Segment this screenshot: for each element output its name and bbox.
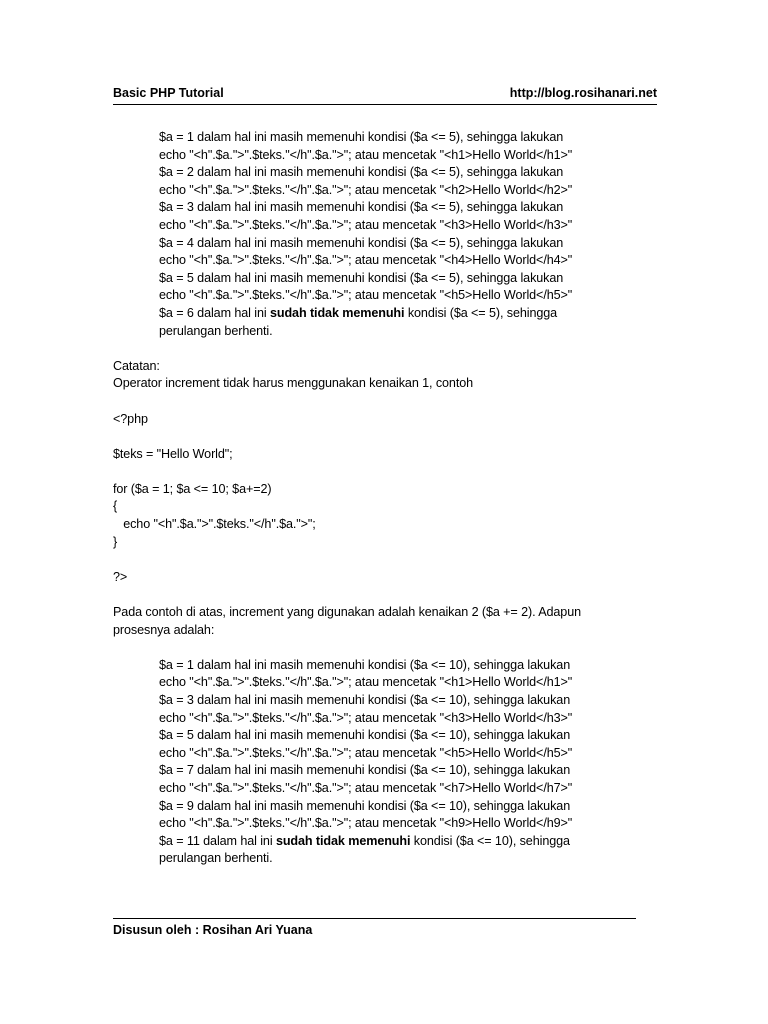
process-line: echo "<h".$a.">".$teks."</h".$a.">"; atau mencetak "<h2>Hello World</h2>": [159, 182, 573, 197]
process-end-line: perulangan berhenti.: [159, 851, 273, 866]
process-line: echo "<h".$a.">".$teks."</h".$a.">"; atau mencetak "<h3>Hello World</h3>": [159, 710, 573, 725]
process-line: echo "<h".$a.">".$teks."</h".$a.">"; atau mencetak "<h3>Hello World</h3>": [159, 217, 573, 232]
document-title: Basic PHP Tutorial: [113, 86, 224, 100]
page-content: [113, 129, 663, 868]
process-line: echo "<h".$a.">".$teks."</h".$a.">"; atau mencetak "<h5>Hello World</h5>": [159, 745, 573, 760]
process-end-text: $a = 11 dalam hal ini: [159, 833, 276, 848]
explanation-line: prosesnya adalah:: [113, 622, 215, 637]
process-line: echo "<h".$a.">".$teks."</h".$a.">"; atau mencetak "<h1>Hello World</h1>": [159, 147, 573, 162]
explanation-line: Pada contoh di atas, increment yang digunakan adalah kenaikan 2 ($a += 2). Adapun: [113, 605, 582, 620]
process-line: $a = 1 dalam hal ini masih memenuhi kondisi ($a <= 5), sehingga lakukan: [159, 130, 564, 144]
process-line: echo "<h".$a.">".$teks."</h".$a.">"; atau mencetak "<h1>Hello World</h1>": [159, 675, 573, 690]
code-line: for ($a = 1; $a <= 10; $a+=2): [113, 481, 272, 496]
process-line: echo "<h".$a.">".$teks."</h".$a.">"; atau mencetak "<h9>Hello World</h9>": [159, 816, 573, 831]
code-line: echo "<h".$a.">".$teks."</h".$a.">";: [113, 517, 316, 532]
process-line: echo "<h".$a.">".$teks."</h".$a.">"; atau mencetak "<h5>Hello World</h5>": [159, 288, 573, 303]
process-end-text: kondisi ($a <= 5), sehingga: [404, 305, 558, 320]
process-line: $a = 9 dalam hal ini masih memenuhi kondisi ($a <= 10), sehingga lakukan: [159, 798, 571, 813]
process-end-line: perulangan berhenti.: [159, 323, 273, 338]
process-end-line: [159, 305, 663, 323]
code-example: [113, 411, 663, 587]
page-footer: [113, 918, 636, 937]
author-credit: Disusun oleh : Rosihan Ari Yuana: [113, 923, 313, 937]
process-line: $a = 5 dalam hal ini masih memenuhi kondisi ($a <= 5), sehingga lakukan: [159, 270, 564, 285]
note-title: Catatan:: [113, 358, 160, 373]
process-list-1: [113, 129, 663, 340]
code-line: $teks = "Hello World";: [113, 446, 233, 461]
process-line: $a = 3 dalam hal ini masih memenuhi kondisi ($a <= 10), sehingga lakukan: [159, 693, 571, 707]
process-line: $a = 5 dalam hal ini masih memenuhi kondisi ($a <= 10), sehingga lakukan: [159, 728, 571, 743]
process-line: $a = 3 dalam hal ini masih memenuhi kondisi ($a <= 5), sehingga lakukan: [159, 200, 564, 215]
process-end-line: [159, 833, 663, 851]
code-line: {: [113, 499, 118, 514]
process-list-2: [113, 657, 663, 868]
code-line: }: [113, 534, 118, 549]
blog-url: http://blog.rosihanari.net: [509, 86, 657, 100]
process-line: echo "<h".$a.">".$teks."</h".$a.">"; atau mencetak "<h4>Hello World</h4>": [159, 253, 573, 268]
process-line: $a = 2 dalam hal ini masih memenuhi kondisi ($a <= 5), sehingga lakukan: [159, 165, 564, 180]
process-line: $a = 7 dalam hal ini masih memenuhi kondisi ($a <= 10), sehingga lakukan: [159, 763, 571, 778]
process-line: $a = 4 dalam hal ini masih memenuhi kondisi ($a <= 5), sehingga lakukan: [159, 235, 564, 250]
code-line: ?>: [113, 569, 128, 584]
note-text: Operator increment tidak harus menggunakan kenaikan 1, contoh: [113, 376, 474, 391]
process-end-emphasis: sudah tidak memenuhi: [275, 833, 411, 848]
code-line: <?php: [113, 411, 148, 426]
page-header: [113, 86, 657, 105]
process-line: $a = 1 dalam hal ini masih memenuhi kondisi ($a <= 10), sehingga lakukan: [159, 657, 571, 672]
process-end-text: $a = 6 dalam hal ini: [159, 305, 270, 320]
process-end-text: kondisi ($a <= 10), sehingga: [410, 833, 570, 848]
process-line: echo "<h".$a.">".$teks."</h".$a.">"; atau mencetak "<h7>Hello World</h7>": [159, 780, 573, 795]
process-end-emphasis: sudah tidak memenuhi: [269, 305, 405, 320]
